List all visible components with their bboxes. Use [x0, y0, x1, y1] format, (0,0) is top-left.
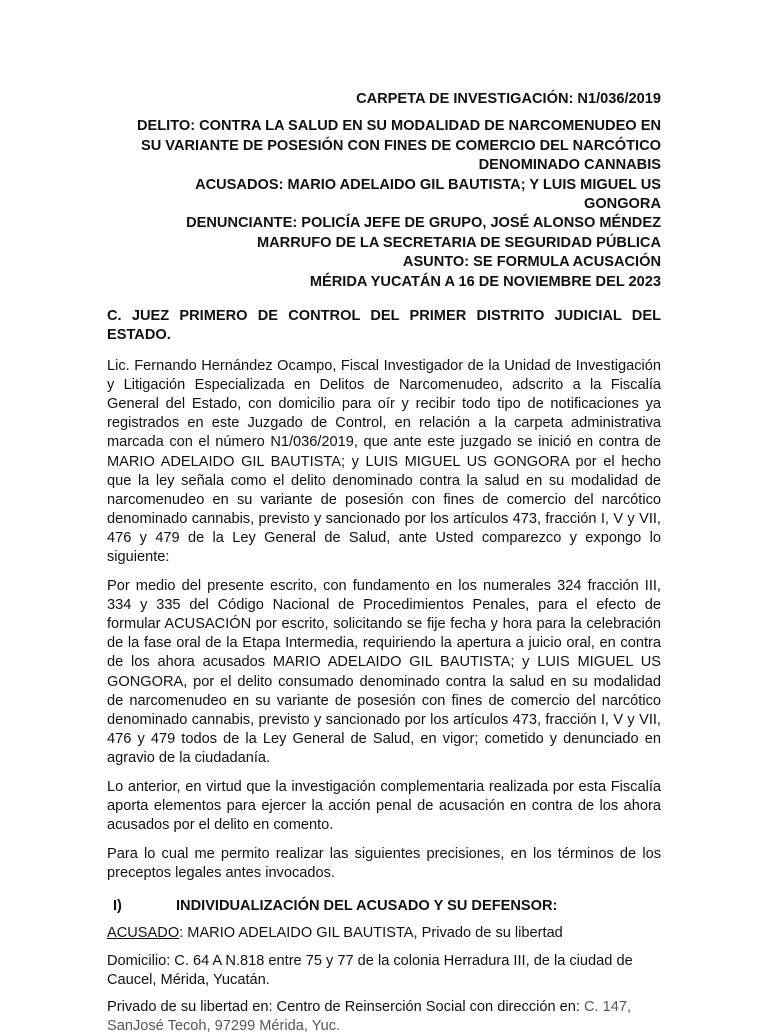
privado-address-1: C. 147, — [584, 998, 632, 1015]
delito-line: SU VARIANTE DE POSESIÓN CON FINES DE COMERCIO DEL NARCÓTICO — [140, 137, 661, 154]
delito-line: DENOMINADO CANNABIS — [478, 157, 661, 174]
acusado-label: ACUSADO — [107, 924, 180, 941]
document-header — [107, 90, 661, 292]
asunto-line: ASUNTO: SE FORMULA ACUSACIÓN — [402, 254, 661, 271]
section-heading — [107, 898, 661, 914]
addressee: C. JUEZ PRIMERO DE CONTROL DEL PRIMER DISTRITO JUDICIAL DEL ESTADO. — [107, 308, 661, 344]
paragraph-anterior: Lo anterior, en virtud que la investigación complementaria realizada por esta Fiscalía aporta elementos para ejercer la acción penal de acusación en contra de los ahora acusados por el delito en comento. — [107, 779, 661, 834]
section-title: INDIVIDUALIZACIÓN DEL ACUSADO Y SU DEFENSOR: — [176, 897, 558, 914]
privado-label: Privado de su libertad en: Centro de Reinserción Social con dirección en: — [107, 998, 584, 1015]
delito-line: DELITO: CONTRA LA SALUD EN SU MODALIDAD DE NARCOMENUDEO EN — [136, 118, 661, 135]
acusados-line: GONGORA — [583, 196, 661, 213]
acusados-line: ACUSADOS: MARIO ADELAIDO GIL BAUTISTA; Y LUIS MIGUEL US — [195, 176, 661, 193]
carpeta-line: CARPETA DE INVESTIGACIÓN: N1/036/2019 — [356, 91, 661, 107]
denunciante-line: MARRUFO DE LA SECRETARIA DE SEGURIDAD PÚBLICA — [256, 234, 661, 251]
paragraph-introduction: Lic. Fernando Hernández Ocampo, Fiscal Investigador de la Unidad de Investigación y Litigación Especializada en Delitos de Narcomenudeo, adscrito a la Fiscalía General del Estado, con domicilio para oír y recibir todo tipo de notificaciones ya registrados en este Juzgado de Control, en relación a la carpeta administrativa marcada con el número N1/036/2019, que ante este juzgado se inició en contra de MARIO ADELAIDO GIL BAUTISTA; y LUIS MIGUEL US GONGORA por el hecho que la ley señala como el delito denominado contra la salud en su modalidad de narcomenudeo en su variante de posesión con fines de comercio del narcótico denominado cannabis, previsto y sancionado por los artículos 473, fracción I, V y VII, 476 y 479 de la Ley General de Salud, ante Usted comparezco y expongo lo siguiente: — [107, 358, 661, 565]
fecha-line: MÉRIDA YUCATÁN A 16 DE NOVIEMBRE DEL 2023 — [309, 273, 661, 290]
domicilio-text: Domicilio: C. 64 A N.818 entre 75 y 77 de la colonia Herradura III, de la ciudad de Caucel, Mérida, Yucatán. — [107, 952, 633, 988]
paragraph-precisiones: Para lo cual me permito realizar las siguientes precisiones, en los términos de los preceptos legales antes invocados. — [107, 846, 661, 882]
acusado-line — [107, 924, 661, 943]
privado-address-2: SanJosé Tecoh, 97299 Mérida, Yuc. — [107, 1017, 341, 1034]
privado-line — [107, 998, 661, 1036]
acusado-value: : MARIO ADELAIDO GIL BAUTISTA, Privado de su libertad — [179, 924, 563, 941]
paragraph-fundamento: Por medio del presente escrito, con fundamento en los numerales 324 fracción III, 334 y 335 del Código Nacional de Procedimientos Penales, para el efecto de formular ACUSACIÓN por escrito, solicitando se fije fecha y hora para la celebración de la fase oral de la Etapa Intermedia, requiriendo la apertura a juicio oral, en contra de los ahora acusados MARIO ADELAIDO GIL BAUTISTA; y LUIS MIGUEL US GONGORA, por el delito consumado denominado contra la salud en su modalidad de narcomenudeo en su variante de posesión con fines de comercio del narcótico denominado cannabis, previsto y sancionado por los artículos 473, fracción I, V y VII, 476 y 479 todos de la Ley General de Salud, en vigor; cometido y denunciado en agravio de la ciudadanía. — [107, 578, 661, 766]
denunciante-line: DENUNCIANTE: POLICÍA JEFE DE GRUPO, JOSÉ ALONSO MÉNDEZ — [186, 215, 661, 232]
document-page — [107, 90, 661, 1036]
section-number: I) — [113, 897, 122, 914]
